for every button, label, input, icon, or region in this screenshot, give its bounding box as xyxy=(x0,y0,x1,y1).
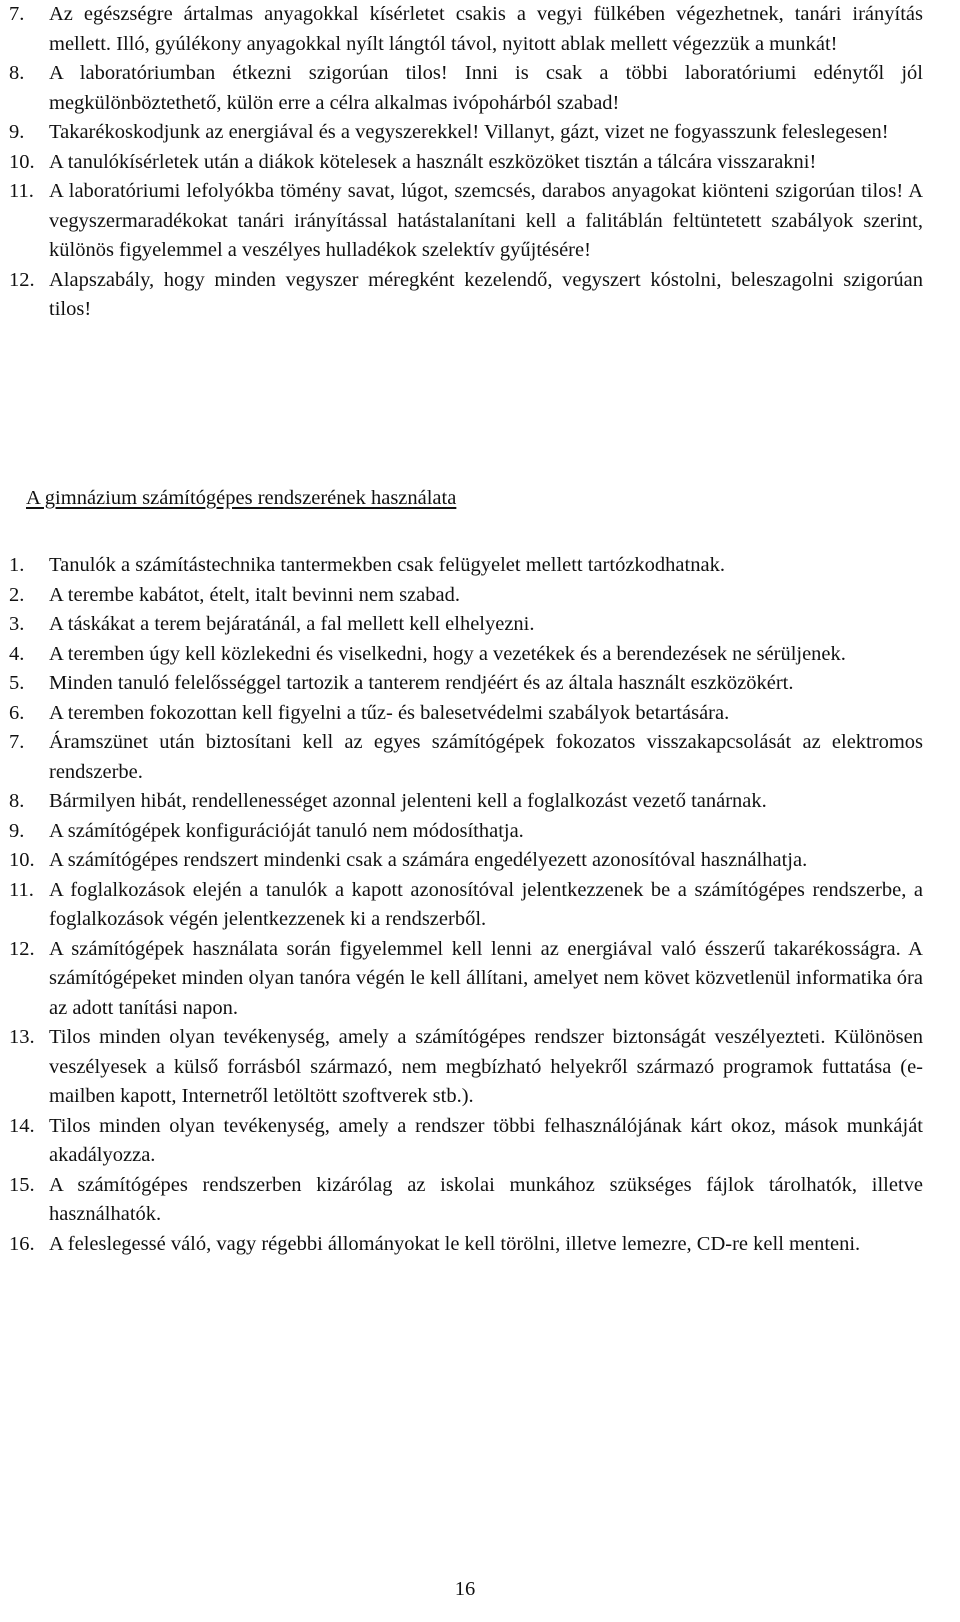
item-number: 7. xyxy=(9,3,25,25)
item-number: 10. xyxy=(9,150,35,173)
item-text: A teremben fokozottan kell figyelni a tűz- és balesetvédelmi szabályok betartására. xyxy=(49,701,730,724)
list-item xyxy=(5,266,923,325)
item-text: A feleslegessé váló, vagy régebbi állományokat le kell törölni, illetve lemezre, CD-re kell menteni. xyxy=(49,1232,861,1255)
list-item xyxy=(5,0,923,59)
item-text: Tilos minden olyan tevékenység, amely a rendszer többi felhasználójának kárt okoz, mások munkáját akadályozza. xyxy=(49,1114,923,1166)
section-heading: A gimnázium számítógépes rendszerének használata xyxy=(26,487,457,509)
item-text: A terembe kabátot, ételt, italt bevinni nem szabad. xyxy=(49,583,461,606)
item-text: Áramszünet után biztosítani kell az egyes számítógépek fokozatos visszakapcsolását az elektromos rendszerbe. xyxy=(49,731,923,783)
list-item xyxy=(5,148,923,178)
item-number: 5. xyxy=(9,672,25,694)
page-number: 16 xyxy=(454,1578,476,1600)
list-item xyxy=(5,1023,923,1112)
item-text: A számítógépes rendszert mindenki csak a számára engedélyezett azonosítóval használhatja. xyxy=(49,849,808,871)
list-item xyxy=(5,846,923,876)
item-number: 8. xyxy=(9,790,25,812)
item-text: A számítógépek használata során figyelemmel kell lenni az energiával való ésszerű takarékosságra. A számítógépeket minden olyan tanóra végén le kell állítani, amelyet nem követ közvetlenül informatika óra az adott tanítási napon. xyxy=(49,937,923,1019)
item-number: 7. xyxy=(9,731,25,753)
list-item xyxy=(5,59,923,118)
list-item xyxy=(5,935,923,1024)
item-number: 12. xyxy=(9,268,35,291)
item-text: A laboratóriumban étkezni szigorúan tilos! Inni is csak a többi laboratóriumi edénytől jól megkülönböztethető, külön erre a célra alkalmas ivópohárból szabad! xyxy=(49,62,923,114)
item-text: Tanulók a számítástechnika tantermekben csak felügyelet mellett tartózkodhatnak. xyxy=(49,554,725,576)
item-text: Az egészségre ártalmas anyagokkal kísérletet csakis a vegyi fülkében végezhetnek, tanári irányítás mellett. Illó, gyúlékony anyagokkal nyílt lángtól távol, nyitott ablak mellett végezzük a munkát! xyxy=(49,3,923,55)
item-number: 15. xyxy=(9,1173,35,1196)
item-number: 8. xyxy=(9,62,25,84)
item-text: Alapszabály, hogy minden vegyszer méregként kezelendő, vegyszert kóstolni, beleszagolni szigorúan tilos! xyxy=(49,268,923,320)
item-number: 2. xyxy=(9,583,25,606)
item-number: 13. xyxy=(9,1026,35,1048)
list-item xyxy=(5,876,923,935)
list-item xyxy=(5,1171,923,1230)
item-number: 6. xyxy=(9,701,25,724)
item-number: 11. xyxy=(9,878,34,901)
item-text: Minden tanuló felelősséggel tartozik a tanterem rendjéért és az általa használt eszközökért. xyxy=(49,672,794,694)
list-item xyxy=(5,787,923,817)
item-number: 10. xyxy=(9,849,35,871)
item-number: 1. xyxy=(9,554,25,576)
list-item xyxy=(5,1230,923,1260)
list-item xyxy=(5,640,923,670)
item-text: A táskákat a terem bejáratánál, a fal mellett kell elhelyezni. xyxy=(49,613,535,635)
computer-rules-list xyxy=(5,551,923,1259)
item-number: 9. xyxy=(9,121,25,143)
item-number: 14. xyxy=(9,1114,35,1137)
item-text: A számítógépes rendszerben kizárólag az iskolai munkához szükséges fájlok tárolhatók, illetve használhatók. xyxy=(49,1173,923,1225)
list-item xyxy=(5,177,923,266)
item-number: 12. xyxy=(9,937,35,960)
list-item xyxy=(5,551,923,581)
list-item xyxy=(5,581,923,611)
item-number: 3. xyxy=(9,613,25,635)
item-text: Tilos minden olyan tevékenység, amely a számítógépes rendszer biztonságát veszélyezteti. Különösen veszélyesek a külső forrásból származó, nem megbízható helyekről származó programok futtatása (e-mailben kapott, Internetről letöltött szoftverek stb.). xyxy=(49,1026,923,1107)
item-text: A foglalkozások elején a tanulók a kapott azonosítóval jelentkezzenek be a számítógépes rendszerbe, a foglalkozások végén jelentkezzenek ki a rendszerből. xyxy=(49,878,923,930)
item-text: A laboratóriumi lefolyókba tömény savat, lúgot, szemcsés, darabos anyagokat kiönteni szigorúan tilos! A vegyszermaradékokat tanári irányítással hatástalanítani kell a falitáblán feltüntetett szabályok szerint, különös figyelemmel a veszélyes hulladékok szelektív gyűjtésére! xyxy=(49,180,923,261)
item-text: A teremben úgy kell közlekedni és viselkedni, hogy a vezetékek és a berendezések ne sérüljenek. xyxy=(49,642,846,665)
item-text: Bármilyen hibát, rendellenességet azonnal jelenteni kell a foglalkozást vezető tanárnak. xyxy=(49,790,767,812)
list-item xyxy=(5,1112,923,1171)
item-text: Takarékoskodjunk az energiával és a vegyszerekkel! Villanyt, gázt, vizet ne fogyasszunk feleslegesen! xyxy=(49,121,889,143)
list-item xyxy=(5,728,923,787)
item-text: A tanulókísérletek után a diákok kötelesek a használt eszközöket tisztán a tálcára visszarakni! xyxy=(49,150,817,173)
list-item xyxy=(5,610,923,640)
lab-rules-list xyxy=(5,0,923,325)
list-item xyxy=(5,699,923,729)
item-number: 11. xyxy=(9,180,34,202)
item-number: 4. xyxy=(9,642,25,665)
item-number: 16. xyxy=(9,1232,35,1255)
list-item xyxy=(5,669,923,699)
item-text: A számítógépek konfigurációját tanuló nem módosíthatja. xyxy=(49,819,524,842)
list-item xyxy=(5,817,923,847)
list-item xyxy=(5,118,923,148)
item-number: 9. xyxy=(9,819,25,842)
page-footer xyxy=(0,1575,960,1605)
